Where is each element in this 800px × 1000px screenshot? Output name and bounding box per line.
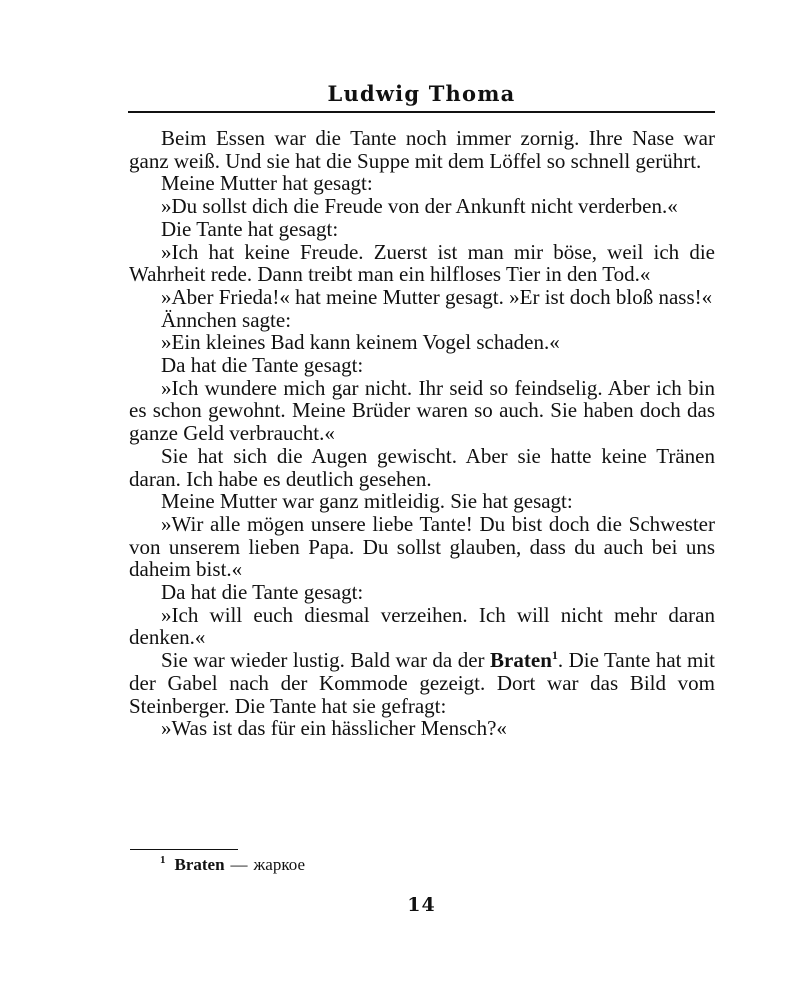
header-rule <box>128 111 715 113</box>
paragraph: »Ich will euch diesmal verzeihen. Ich will nicht mehr daran denken.« <box>129 602 715 650</box>
glossed-term: Braten <box>490 648 552 673</box>
paragraph: »Ich hat keine Freude. Zuerst ist man mir böse, weil ich die Wahrheit rede. Dann treibt man ein hilfloses Tier in den Tod.« <box>129 239 715 287</box>
footnote-dash: — <box>230 855 248 874</box>
running-title: Ludwig Thoma <box>327 81 516 106</box>
paragraph: Meine Mutter hat gesagt: <box>161 171 373 196</box>
paragraph: »Du sollst dich die Freude von der Ankunft nicht verderben.« <box>161 194 678 219</box>
footnote-rule <box>130 849 238 850</box>
paragraph-with-footnote <box>129 649 715 717</box>
paragraph: Ännchen sagte: <box>161 307 292 332</box>
paragraph: Meine Mutter war ganz mitleidig. Sie hat gesagt: <box>161 489 573 514</box>
paragraph-text-after: . Die Tante hat mit der Gabel nach der Kommode gezeigt. Dort war das Bild vom Steinberger. Die Tante hat sie gefragt: <box>129 648 716 718</box>
paragraph: »Ein kleines Bad kann keinem Vogel schaden.« <box>161 330 560 355</box>
paragraph: »Ich wundere mich gar nicht. Ihr seid so feindselig. Aber ich bin es schon gewohnt. Meine Brüder waren so auch. Sie haben doch das ganze Geld verbraucht.« <box>129 375 715 446</box>
paragraph: Sie hat sich die Augen gewischt. Aber sie hatte keine Tränen daran. Ich habe es deutlich gesehen. <box>129 443 715 491</box>
paragraph: »Wir alle mögen unsere liebe Tante! Du bist doch die Schwester von unserem lieben Papa. Du sollst glauben, dass du auch bei uns daheim bist.« <box>129 511 715 582</box>
paragraph: Da hat die Tante gesagt: <box>161 353 364 378</box>
paragraph-text-before: Sie war wieder lustig. Bald war da der <box>161 648 491 673</box>
paragraph: »Aber Frieda!« hat meine Mutter gesagt. »Er ist doch bloß nass!« <box>161 284 713 309</box>
footnote <box>160 853 305 877</box>
footnote-reference[interactable]: 1 <box>551 648 558 663</box>
footnote-mark: 1 <box>160 854 166 867</box>
footnote-term: Braten <box>174 855 225 874</box>
footnote-translation: жаркое <box>253 855 305 874</box>
paragraph: Beim Essen war die Tante noch immer zornig. Ihre Nase war ganz weiß. Und sie hat die Suppe mit dem Löffel so schnell gerührt. <box>129 126 715 173</box>
paragraph: Die Tante hat gesagt: <box>161 216 339 241</box>
paragraph: »Was ist das für ein hässlicher Mensch?« <box>161 716 507 741</box>
main-text <box>129 127 715 740</box>
page-number: 14 <box>407 894 436 916</box>
paragraph: Da hat die Tante gesagt: <box>161 580 364 605</box>
